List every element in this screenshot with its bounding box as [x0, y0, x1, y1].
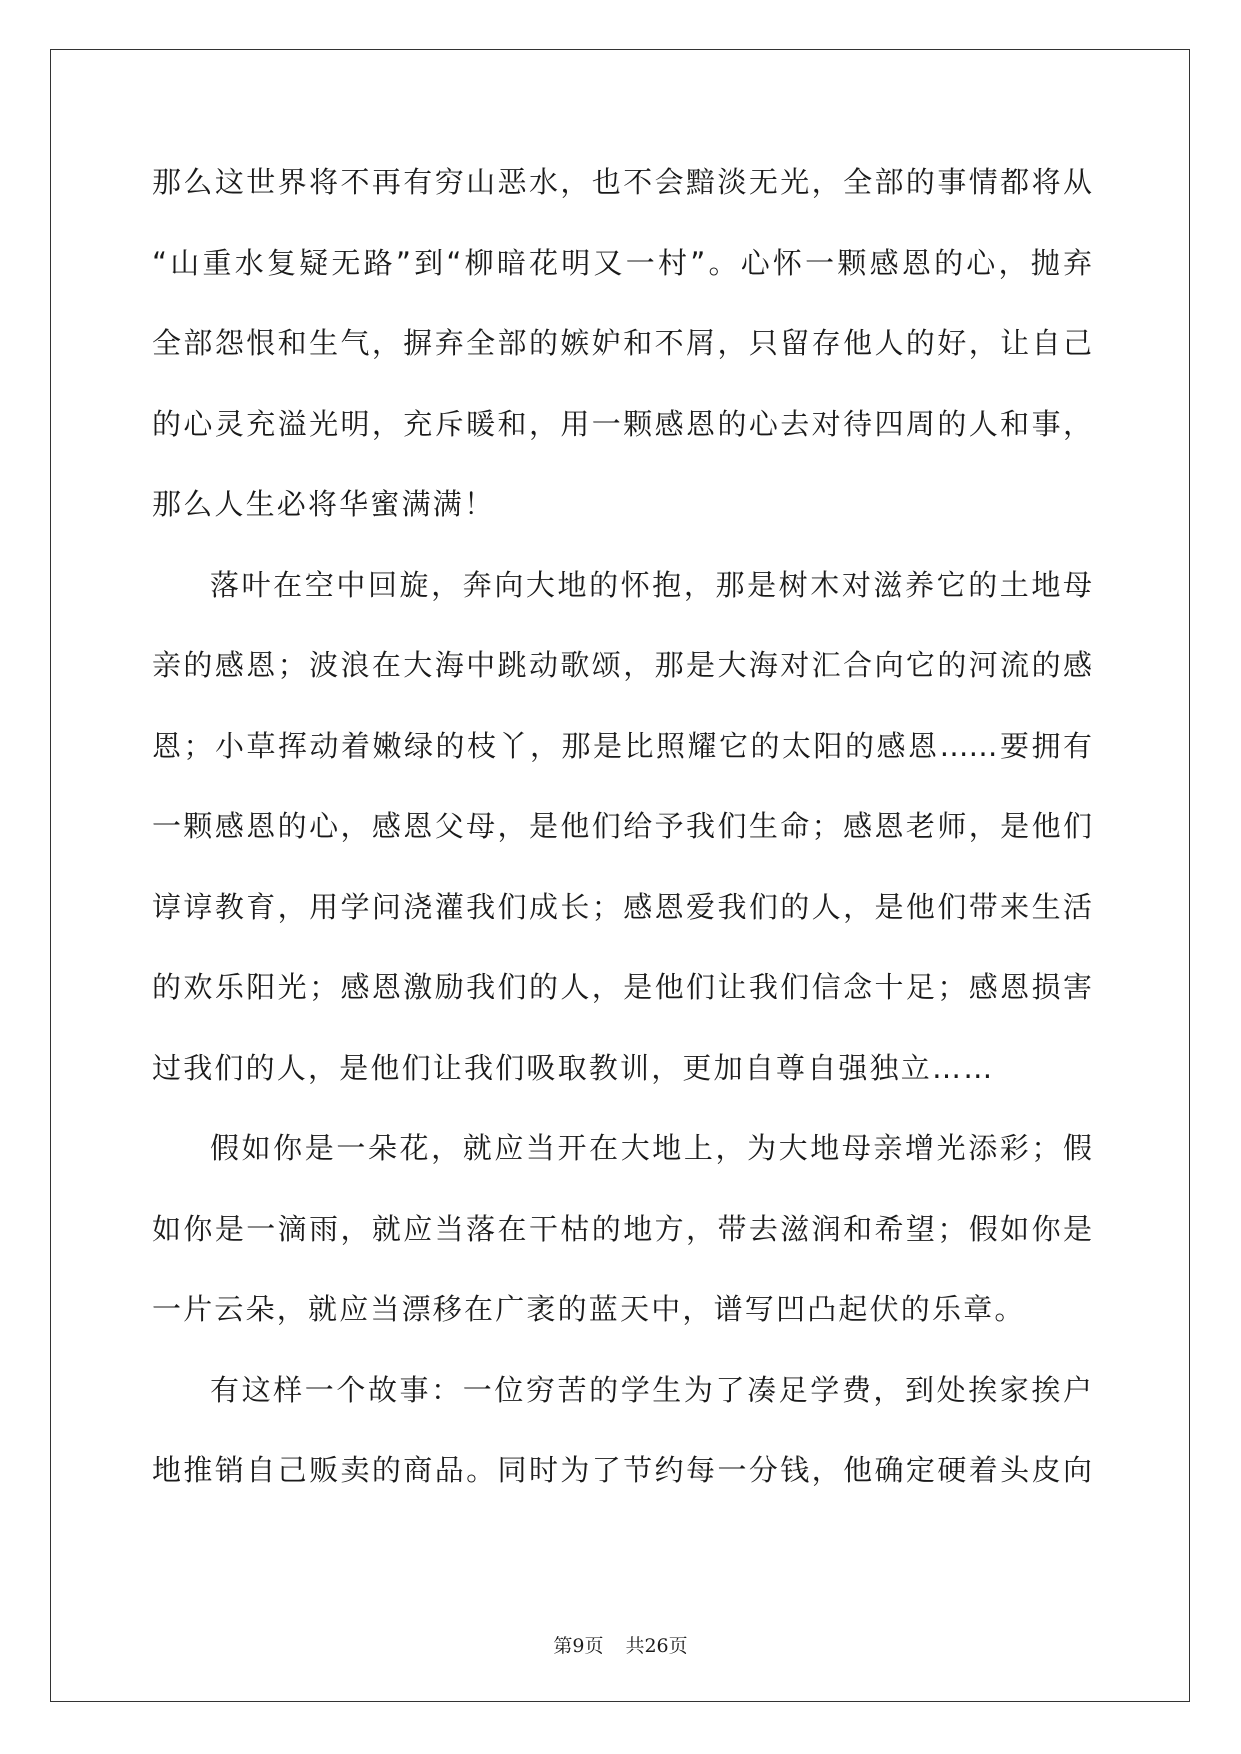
text-line: 谆谆教育，用学问浇灌我们成长；感恩爱我们的人，是他们带来生活	[152, 889, 1092, 924]
text-line: 落叶在空中回旋，奔向大地的怀抱，那是树木对滋养它的土地母	[210, 567, 1092, 602]
text-line: 如你是一滴雨，就应当落在干枯的地方，带去滋润和希望；假如你是	[152, 1211, 1092, 1246]
page-footer	[0, 1634, 1241, 1658]
text-line: 过我们的人，是他们让我们吸取教训，更加自尊自强独立……	[152, 1050, 995, 1085]
page-total: 共26页	[625, 1635, 688, 1657]
text-line: 那么这世界将不再有穷山恶水，也不会黯淡无光，全部的事情都将从	[152, 165, 1092, 199]
document-body	[152, 160, 1092, 1529]
text-line: 恩；小草挥动着嫩绿的枝丫，那是比照耀它的太阳的感恩……要拥有	[152, 728, 1092, 763]
text-line: 地推销自己贩卖的商品。同时为了节约每一分钱，他确定硬着头皮向	[152, 1453, 1092, 1487]
text-line: 那么人生必将华蜜满满！	[152, 487, 496, 521]
text-line: “山重水复疑无路”到“柳暗花明又一村”。心怀一颗感恩的心，抛弃	[152, 245, 1092, 280]
text-line: 全部怨恨和生气，摒弃全部的嫉妒和不屑，只留存他人的好，让自己	[152, 326, 1092, 360]
text-line: 假如你是一朵花，就应当开在大地上，为大地母亲增光添彩；假	[210, 1131, 1092, 1165]
text-line: 一颗感恩的心，感恩父母，是他们给予我们生命；感恩老师，是他们	[152, 809, 1092, 843]
text-line: 的欢乐阳光；感恩激励我们的人，是他们让我们信念十足；感恩损害	[152, 970, 1092, 1004]
text-line: 有这样一个故事：一位穷苦的学生为了凑足学费，到处挨家挨户	[210, 1372, 1092, 1407]
text-line: 亲的感恩；波浪在大海中跳动歌颂，那是大海对汇合向它的河流的感	[152, 648, 1092, 682]
page-number: 第9页	[553, 1635, 604, 1657]
text-line: 的心灵充溢光明，充斥暖和，用一颗感恩的心去对待四周的人和事，	[152, 406, 1092, 441]
text-line: 一片云朵，就应当漂移在广袤的蓝天中，谱写凹凸起伏的乐章。	[152, 1292, 1026, 1326]
